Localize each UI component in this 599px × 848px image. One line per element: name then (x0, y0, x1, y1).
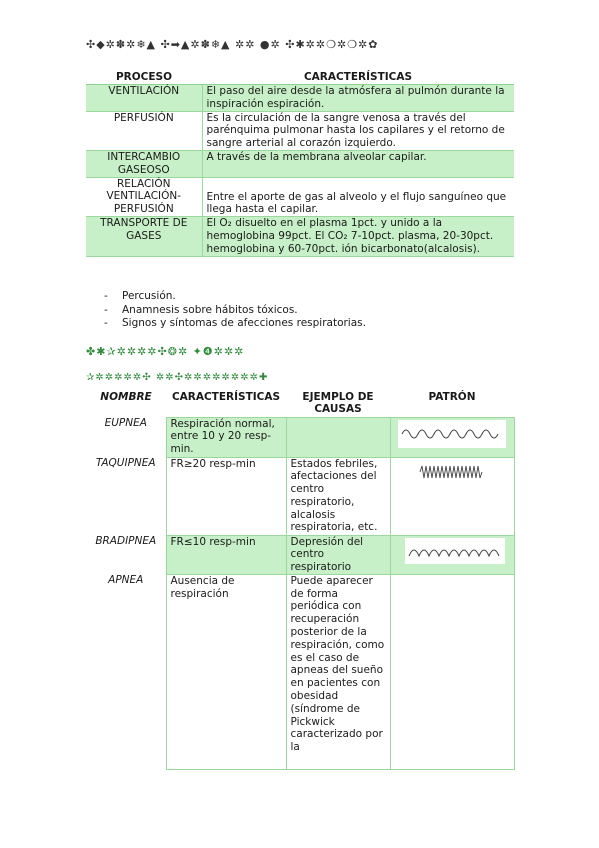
slow-wave-icon (405, 538, 505, 564)
header-causas: EJEMPLO DE CAUSAS (302, 391, 374, 415)
pattern-name: BRADIPNEA (95, 535, 157, 547)
table-row (86, 574, 514, 769)
fast-wave-icon (398, 460, 506, 484)
pattern-characteristics: FR≥20 resp-min (166, 457, 286, 535)
table-row (86, 457, 514, 535)
bullet-list (104, 290, 366, 331)
table-row (86, 417, 514, 457)
header-caracteristicas: CARACTERÍSTICAS (202, 71, 514, 85)
list-item: - Anamnesis sobre hábitos tóxicos. (104, 304, 366, 318)
pattern-causes: Estados febriles, afectaciones del centro respiratorio, alcalosis respiratoria, etc. (286, 457, 390, 535)
header-nombre: NOMBRE (100, 391, 152, 403)
pattern-name: TAQUIPNEA (95, 457, 156, 469)
header-proceso: PROCESO (86, 71, 202, 85)
process-description: A través de la membrana alveolar capilar. (202, 150, 514, 177)
pattern-characteristics: Ausencia de respiración (166, 574, 286, 769)
process-name: INTERCAMBIO GASEOSO (86, 150, 202, 177)
process-description: Entre el aporte de gas al alveolo y el flujo sanguíneo que llega hasta el capilar. (202, 177, 514, 217)
process-table (86, 71, 514, 257)
process-description: Es la circulación de la sangre venosa a través del parénquima pulmonar hasta los capilares y el retorno de sangre arterial al corazón izquierdo. (202, 111, 514, 150)
table-row (86, 85, 514, 112)
pattern-causes: Depresión del centro respiratorio (286, 535, 390, 574)
header-patron: PATRÓN (428, 391, 476, 403)
process-name: TRANSPORTE DE GASES (86, 217, 202, 256)
header-caracteristicas: CARACTERÍSTICAS (171, 391, 281, 403)
table-row (86, 150, 514, 177)
section-heading-mid: ✤✱✰✲✲✲✲✣❂✲ ✦❹✲✲✲ (86, 345, 245, 358)
table-row (86, 111, 514, 150)
pattern-cell (390, 457, 514, 535)
pattern-cell (390, 417, 514, 457)
pattern-name: EUPNEA (104, 417, 147, 429)
process-name: VENTILACIÓN (86, 85, 202, 112)
process-description: El paso del aire desde la atmósfera al pulmón durante la inspiración espiración. (202, 85, 514, 112)
process-name: PERFUSIÓN (86, 111, 202, 150)
process-description: El O₂ disuelto en el plasma 1pct. y unido a la hemoglobina 99pct. El CO₂ 7-10pct. plasma, 20-30pct. hemoglobina y 60-70pct. ión bicarbonato(alcalosis). (202, 217, 514, 256)
pattern-name: APNEA (108, 574, 144, 587)
breathing-patterns-table (86, 392, 515, 770)
pattern-cell (390, 574, 514, 769)
normal-wave-icon (398, 420, 506, 448)
list-item: - Signos y síntomas de afecciones respiratorias. (104, 317, 366, 331)
process-name: RELACIÓN VENTILACIÓN-PERFUSIÓN (86, 177, 202, 217)
pattern-causes: Puede aparecer de forma periódica con recuperación posterior de la respiración, como es el caso de apneas del sueño en pacientes con obesidad (síndrome de Pickwick caracterizado por la (286, 574, 390, 769)
pattern-characteristics: FR≤10 resp-min (166, 535, 286, 574)
pattern-characteristics: Respiración normal, entre 10 y 20 resp-min. (166, 417, 286, 457)
section-subheading: ✰✲✲✲✲✲✣ ✲✲✣✲✲✲✲✲✲✲✲✚ (86, 372, 269, 383)
table-row (86, 177, 514, 217)
list-item: - Percusión. (104, 290, 366, 304)
pattern-causes (286, 417, 390, 457)
pattern-cell (390, 535, 514, 574)
table-row (86, 217, 514, 256)
table-row (86, 535, 514, 574)
section-heading-top: ✣◆✲✽✲❄▲ ✣➡▲✲✽❄▲ ✲✲ ●✲ ✣✱✲✲❍✲❍✲✿ (86, 38, 379, 51)
